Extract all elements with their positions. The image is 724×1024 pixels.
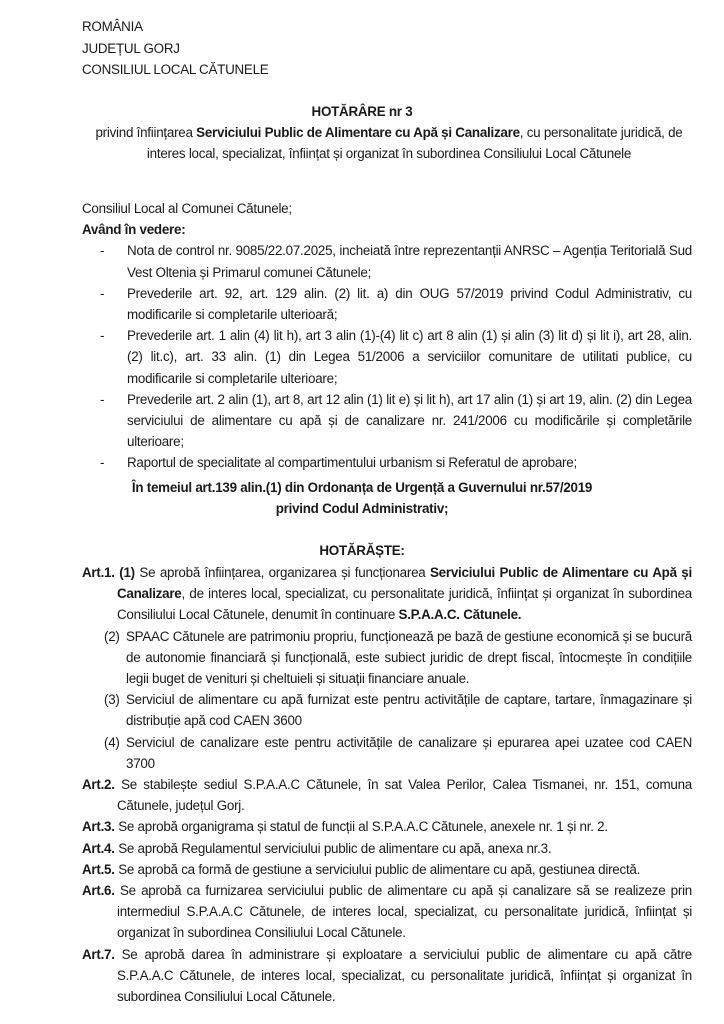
decides-heading: HOTĂRĂȘTE: — [319, 543, 405, 558]
service-short-name: S.P.A.A.C. Cătunele. — [398, 607, 522, 623]
paragraph-number: (4) — [104, 734, 120, 750]
dash-bullet: - — [100, 455, 105, 471]
article-text: Se stabilește sediul S.P.A.A.C Cătunele, în sat Valea Perilor, Calea Tismanei, nr. 151, comuna Cătunele, județul Gorj. — [114, 777, 692, 814]
paragraph-text: , de interes local, specializat, cu personalitate juridică, înființat și organizat în subordinea Consiliului Local Cătunele, denumit în continuare — [117, 586, 692, 623]
council-line: CONSILIUL LOCAL CĂTUNELE — [82, 62, 269, 77]
county-line: JUDEȚUL GORJ — [82, 40, 180, 56]
articles — [82, 562, 692, 1007]
dash-bullet: - — [100, 243, 105, 259]
document-header — [82, 16, 268, 81]
legal-basis-line-2: privind Codul Administrativ; — [275, 501, 449, 517]
dash-bullet: - — [100, 328, 105, 344]
list-item-text: Raportul de specialitate al compartimentului urbanism si Referatul de aprobare; — [127, 455, 577, 471]
article-label: Art.5. — [82, 861, 115, 877]
article-label: Art.3. — [82, 819, 115, 835]
article-label: Art.6. — [82, 883, 115, 899]
list-item — [82, 325, 692, 389]
article-1-paragraph-2 — [82, 626, 692, 690]
decision-subtitle — [85, 122, 693, 164]
list-item — [82, 240, 692, 282]
article-label: Art.1. — [82, 565, 115, 580]
article-text: Se aprobă ca formă de gestiune a serviciului public de alimentare cu apă, gestiunea directă. — [114, 861, 641, 877]
article-7 — [82, 944, 692, 1008]
dash-bullet: - — [100, 285, 105, 301]
considering-list — [82, 240, 692, 473]
article-1-paragraph-4 — [82, 732, 692, 774]
decision-title: HOTĂRÂRE nr 3 — [311, 104, 413, 119]
considering-label: Având în vedere: — [82, 222, 186, 238]
paragraph-text: SPAAC Cătunele are patrimoniu propriu, funcționează pe bază de gestiune economică și se bucură de autonomie financiară și funcțională, este subiect juridic de drept fiscal, întocmește în condițiile legii buget de venituri și cheltuieli și situații financiare anuale. — [126, 628, 692, 687]
list-item-text: Prevederile art. 92, art. 129 alin. (2) lit. a) din OUG 57/2019 privind Codul Administrativ, cu modificarile si completarile ulterioară; — [127, 285, 692, 323]
paragraph-number: (1) — [119, 565, 135, 580]
subtitle-post: , cu personalitate juridică, de interes local, specializat, înființat și organizat în subordinea Consiliului Local Cătunele — [146, 125, 683, 162]
article-3 — [82, 816, 692, 837]
article-label: Art.4. — [82, 840, 115, 856]
article-2 — [82, 774, 692, 816]
subtitle-service-name: Serviciului Public de Alimentare cu Apă și Canalizare — [196, 125, 520, 140]
subtitle-pre: privind înființarea — [95, 125, 197, 140]
issuer-line: Consiliul Local al Comunei Cătunele; — [82, 201, 292, 216]
legal-basis — [60, 477, 664, 519]
article-text: Se aprobă Regulamentul serviciului public de alimentare cu apă, anexa nr.3. — [114, 840, 552, 856]
legal-basis-line-1: În temeiul art.139 alin.(1) din Ordonanța de Urgență a Guvernului nr.57/2019 — [131, 480, 593, 495]
list-item-text: Prevederile art. 1 alin (4) lit h), art 3 alin (1)-(4) lit c) art 8 alin (1) și alin (3) lit d) și lit i), art 28, alin. (2) lit.c), art. 33 alin. (1) din Legea 51/2006 a serviciilor comunitare de utilitati publice, cu modificarile si completarile ulterioare; — [127, 328, 692, 386]
article-label: Art.7. — [82, 946, 115, 962]
paragraph-number: (3) — [104, 692, 120, 708]
dash-bullet: - — [100, 391, 105, 407]
article-1-paragraph-3 — [82, 689, 692, 731]
list-item — [82, 452, 692, 473]
article-4 — [82, 838, 692, 859]
list-item-text: Prevederile art. 2 alin (1), art 8, art 12 alin (1) lit e) și lit h), art 17 alin (1) și art 19, alin. (2) din Legea serviciului de alimentare cu apă și de canalizare nr. 241/2006 cu modificările și completările ulterioare; — [127, 391, 692, 450]
list-item — [82, 283, 692, 325]
preamble — [82, 198, 692, 474]
article-text: Se aprobă organigrama și statul de funcții al S.P.A.A.C Cătunele, anexele nr. 1 și nr. 2. — [114, 819, 608, 835]
article-5 — [82, 859, 692, 880]
article-text: Se aprobă ca furnizarea serviciului public de alimentare cu apă și canalizare să se realizeze prin intermediul S.P.A.A.C Cătunele, de interes local, specializat, cu personalitate juridică, înființat și organizat în subordinea Consiliului Local Cătunele. — [114, 883, 692, 941]
list-item-text: Nota de control nr. 9085/22.07.2025, incheiată între reprezentanții ANRSC – Agenția Teritorială Sud Vest Oltenia și Primarul comunei Cătunele; — [127, 243, 692, 280]
article-1 — [82, 562, 692, 626]
article-6 — [82, 880, 692, 944]
paragraph-number: (2) — [104, 628, 120, 644]
paragraph-text: Serviciul de alimentare cu apă furnizat este pentru activitățile de captare, tartare, înmagazinare și distribuție apă cod CAEN 3600 — [126, 692, 692, 729]
article-text: Se aprobă darea în administrare și exploatare a serviciului public de alimentare cu apă către S.P.A.A.C Cătunele, de interes local, specializat, cu personalitate juridică, înființat și organizat în subordinea Consiliului Local Cătunele. — [114, 946, 692, 1005]
article-label: Art.2. — [82, 777, 115, 793]
paragraph-text: Se aprobă înființarea, organizarea și funcționarea — [134, 565, 430, 580]
list-item — [82, 389, 692, 453]
service-name: Serviciului Public de Alimentare cu Apă și Canalizare — [117, 565, 692, 602]
paragraph-text: Serviciul de canalizare este pentru activitățile de canalizare și epurarea apei uzatee cod CAEN 3700 — [126, 734, 692, 771]
country-line: ROMÂNIA — [82, 19, 143, 34]
